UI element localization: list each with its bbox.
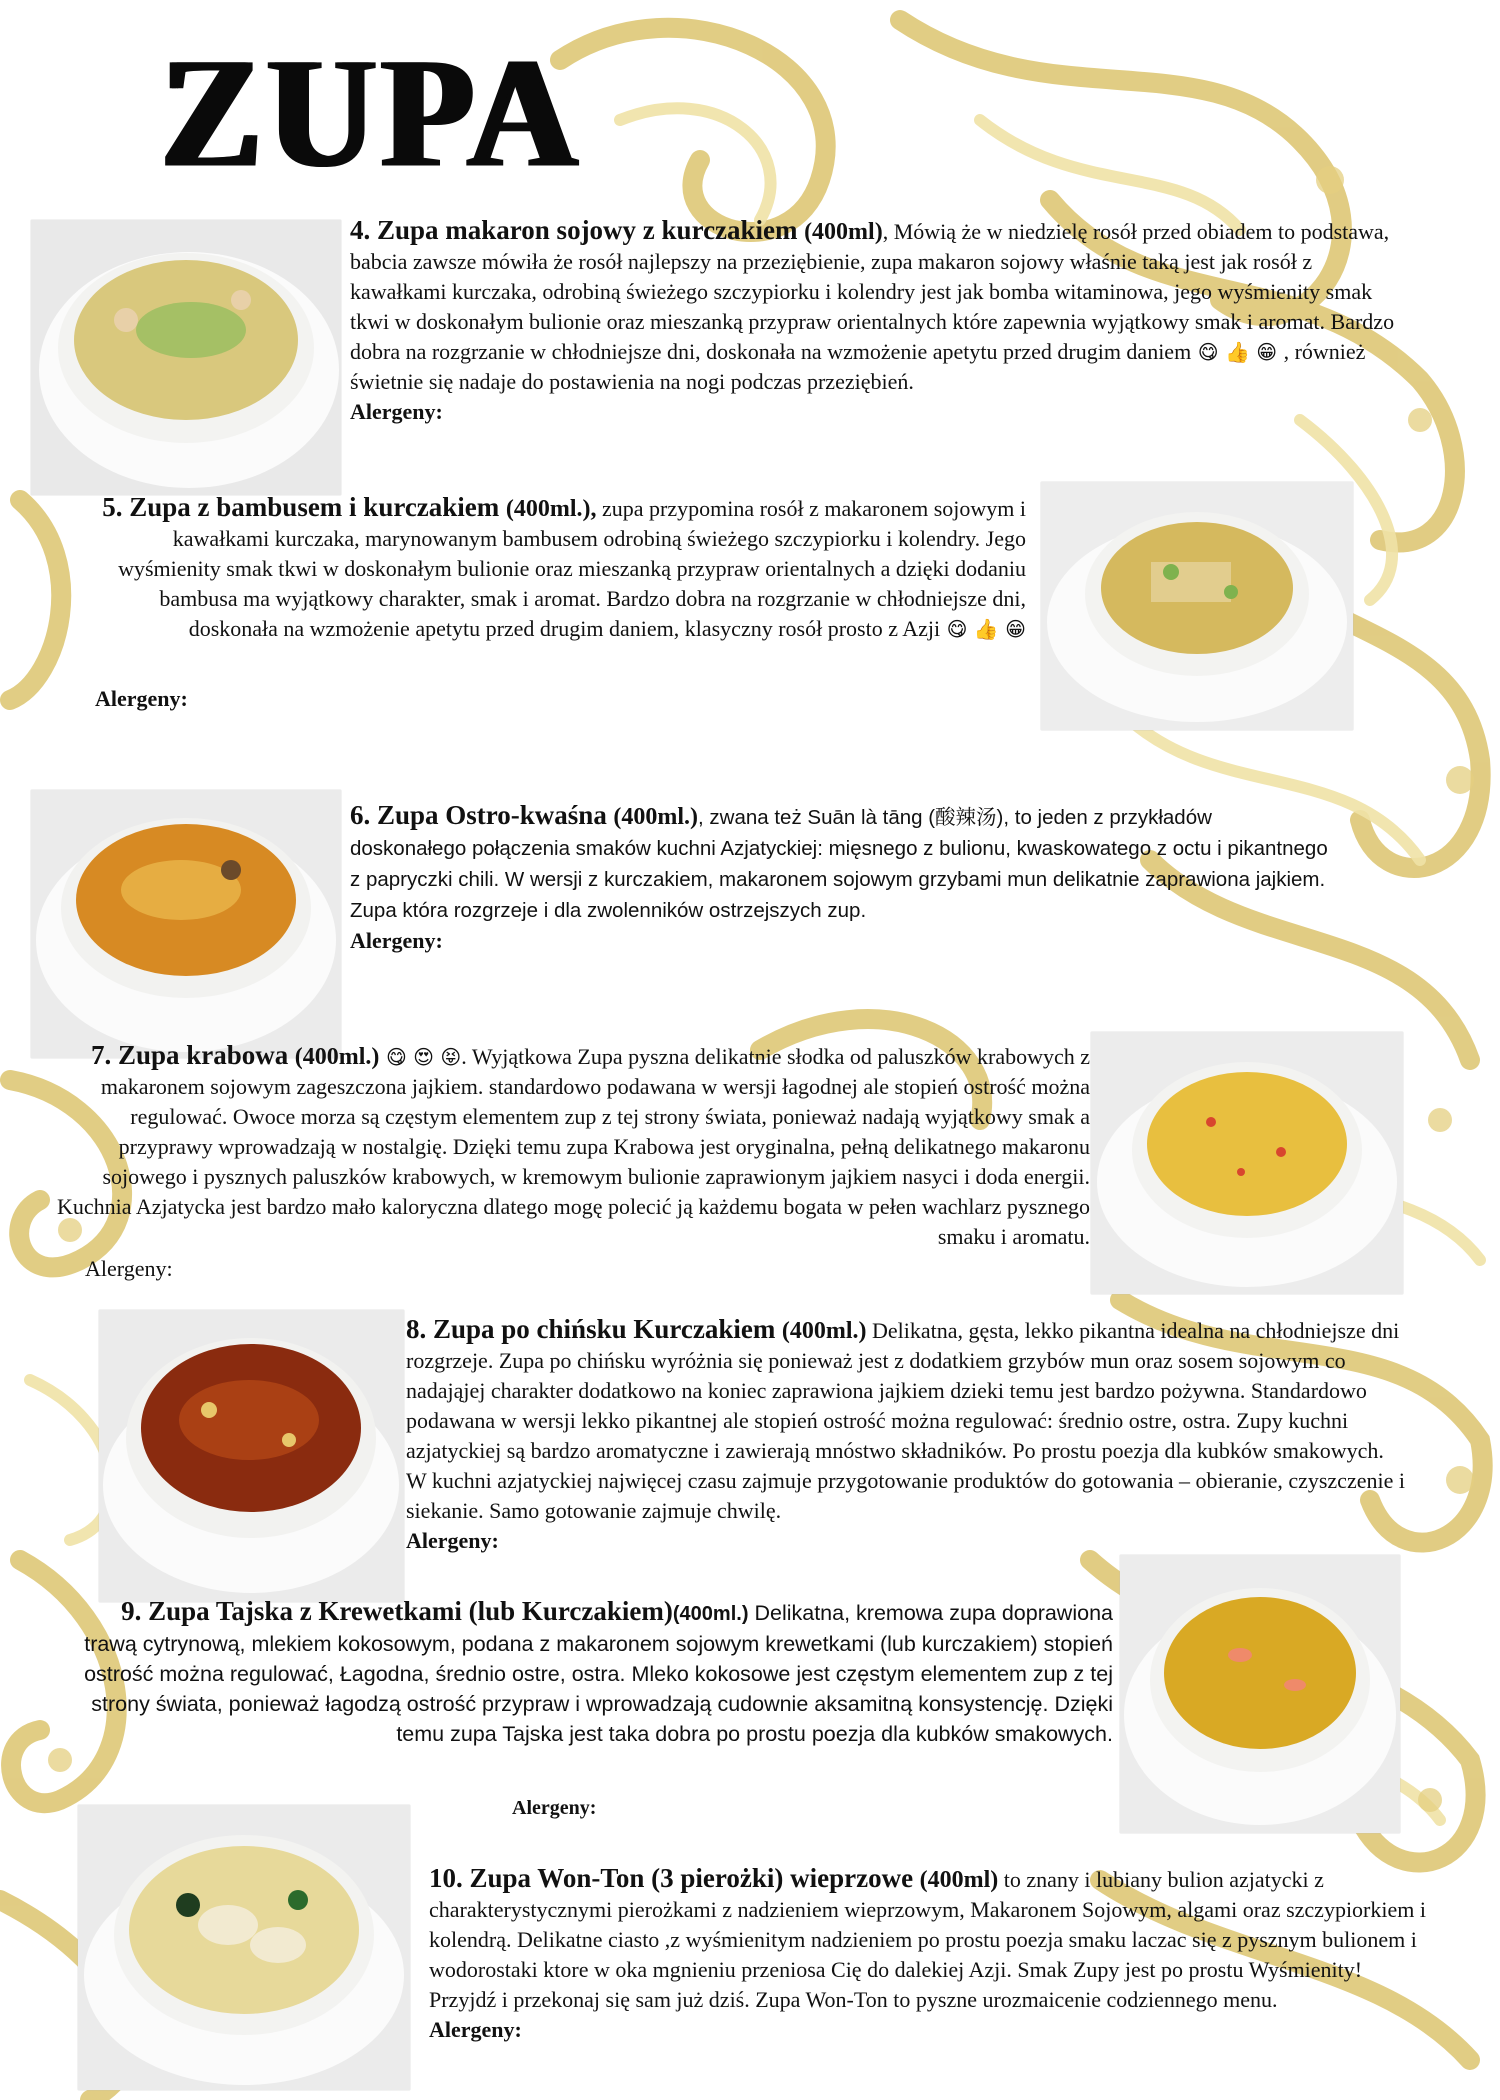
soup-9-name: 9. Zupa Tajska z Krewetkami (lub Kurczakiem) bbox=[121, 1596, 673, 1626]
soup-10-photo bbox=[78, 1805, 410, 2090]
soup-9-allergens: Alergeny: bbox=[512, 1797, 597, 1819]
soup-10-entry bbox=[429, 1863, 1429, 2045]
soup-8-photo bbox=[99, 1310, 404, 1602]
soup-8-allergens: Alergeny: bbox=[406, 1528, 499, 1553]
soup-4-separator: , bbox=[882, 219, 894, 244]
soup-4-entry bbox=[350, 215, 1400, 427]
soup-10-description: to znany i lubiany bulion azjatycki z charakterystycznymi pierożkami z nadzieniem wieprzowym, Makaronem Sojowym, algami oraz szczypiorkiem i kolendrą. Delikatne ciasto ,z wyśmienitym nadzieniem po prostu poezja smaku laczac się z pysznym bulionem i wodorostaki ktore w oka mgnieniu przeniosa Cię do dalekiej Azji. Smak Zupy jest po prostu Wyśmienity! Przyjdź i przekonaj się sam już dziś. Zupa Won-Ton to pyszne urozmaicenie codziennego menu. bbox=[429, 1867, 1426, 2012]
soup-9-quantity: (400ml.) bbox=[672, 1603, 749, 1625]
soup-7-description: . Wyjątkowa Zupa pyszna delikatnie słodka od paluszków krabowych z makaronem sojowym zageszczona jajkiem. standardowo podawana w wersji łagodnej ale stopień ostrość można regulować. Owoce morza są częstym elementem zup z tej strony świata, ponieważ nadają wyjątkowy smak a przyprawy wprowadzają w nostalgię. Dzięki temu zupa Krabowa jest oryginalna, pełną delikatnego makaronu sojowego i pysznych paluszków krabowych, w kremowym bulionie zaprawionym jajkiem nasyci i doda energii. Kuchnia Azjatycka jest bardzo mało kaloryczna dlatego mogę polecić ją każdemu bogata w pełen wachlarz pysznego smaku i aromatu. bbox=[57, 1044, 1090, 1249]
soup-5-allergens: Alergeny: bbox=[95, 686, 188, 711]
soup-4-allergens: Alergeny: bbox=[350, 399, 443, 424]
soup-7-name: 7. Zupa krabowa bbox=[90, 1040, 289, 1070]
soup-5-photo bbox=[1041, 482, 1353, 730]
soup-5-description: zupa przypomina rosół z makaronem sojowym i kawałkami kurczaka, marynowanym bambusem odrobiną świeżego szczypiorku i kolendry. Jego wyśmienity smak tkwi w doskonałym bulionie oraz mieszanką przypraw orientalnych a dzięki dodaniu bambusa ma wyjątkowy charakter, smak i aromat. Bardzo dobra na rozgrzanie w chłodniejsze dni, doskonała na wzmożenie apetytu przed drugim daniem, klasyczny rosół prosto z Azji bbox=[118, 496, 1026, 641]
page-title: ZUPA bbox=[160, 25, 582, 201]
soup-4-quantity: (400ml) bbox=[804, 219, 883, 245]
soup-4-photo bbox=[31, 220, 341, 495]
soup-5-name: 5. Zupa z bambusem i kurczakiem bbox=[102, 492, 500, 522]
soup-7-allergens: Alergeny: bbox=[85, 1256, 173, 1281]
soup-9-allergens-wrap bbox=[512, 1793, 596, 1823]
soup-4-description: Mówią że w niedzielę rosół przed obiadem to podstawa, babcia zawsze mówiła że rosół najlepszy na przeziębienie, zupa makaron sojowy właśnie taką jest jak rosół z kawałkami kurczaka, odrobiną świeżego szczypiorku i kolendry jest jak bomba witaminowa, jego wyśmienity smak tkwi w doskonałym bulionie oraz mieszanką przypraw orientalnych które zapewnia wyjątkowy smak i aromat. Bardzo dobra na rozgrzanie w chłodniejsze dni, doskonała na wzmożenie apetytu przed drugim daniem bbox=[350, 219, 1395, 364]
soup-5-emoji: 😋 👍 😁 bbox=[946, 617, 1026, 641]
soup-5-entry bbox=[90, 492, 1026, 644]
soup-5-quantity: (400ml.), bbox=[505, 496, 597, 522]
soup-7-quantity: (400ml.) bbox=[294, 1044, 380, 1070]
soup-10-quantity: (400ml) bbox=[919, 1867, 999, 1893]
soup-6-quantity: (400ml.) bbox=[613, 804, 699, 830]
soup-6-name: 6. Zupa Ostro-kwaśna bbox=[350, 800, 607, 830]
soup-6-entry bbox=[350, 800, 1330, 956]
soup-7-photo bbox=[1091, 1032, 1403, 1294]
soup-7-allergens-wrap bbox=[85, 1254, 173, 1284]
soup-9-entry bbox=[70, 1596, 1113, 1749]
soup-8-description: Delikatna, gęsta, lekko pikantna idealna na chłodniejsze dni rozgrzeje. Zupa po chińsku wyróżnia się ponieważ jest z dodatkiem grzybów mun oraz sosem sojowym co nadająjej charakter dodatkowo na koniec zaprawiona jajkiem dzieki temu jest bardzo pożywna. Standardowo podawana w wersji lekko pikantnej ale stopień ostrość można regulować: średnio ostre, ostra. Zupy kuchni azjatyckiej są bardzo aromatyczne i zawierają mnóstwo składników. Po prostu poezja dla kubków smakowych. W kuchni azjatyckiej najwięcej czasu zajmuje przygotowanie produktów do gotowania – obieranie, czyszczenie i siekanie. Samo gotowanie zajmuje chwilę. bbox=[406, 1318, 1405, 1523]
soup-4-description-tail: , również świetnie się nadaje do postawienia na nogi podczas przeziębień. bbox=[350, 339, 1366, 394]
soup-8-name: 8. Zupa po chińsku Kurczakiem bbox=[406, 1314, 776, 1344]
soup-7-entry bbox=[50, 1040, 1090, 1252]
soup-6-photo bbox=[31, 790, 341, 1058]
soup-8-entry bbox=[406, 1314, 1406, 1556]
soup-10-allergens: Alergeny: bbox=[429, 2017, 522, 2042]
soup-4-emoji: 😋 👍 😁 bbox=[1197, 340, 1278, 364]
soup-10-name: 10. Zupa Won-Ton (3 pierożki) wieprzowe bbox=[429, 1863, 914, 1893]
soup-8-quantity: (400ml.) bbox=[781, 1318, 867, 1344]
soup-6-allergens: Alergeny: bbox=[350, 928, 443, 953]
soup-7-emoji: 😋 😍 😝 bbox=[385, 1045, 462, 1069]
soup-9-photo bbox=[1120, 1555, 1400, 1833]
soup-9-description: Delikatna, kremowa zupa doprawiona trawą cytrynową, mlekiem kokosowym, podana z makaronem sojowym krewetkami (lub kurczakiem) stopień ostrość można regulować, Łagodna, średnio ostre, ostra. Mleko kokosowe jest częstym elementem zup z tej strony świata, ponieważ łagodzą ostrość przypraw i wprowadzają cudownie aksamitną konsystencję. Dzięki temu zupa Tajska jest taka dobra po prostu poezja dla kubków smakowych. bbox=[84, 1601, 1113, 1746]
soup-6-description: , zwana też Suān là tāng (酸辣汤), to jeden z przykładów doskonałego połączenia smaków kuchni Azjatyckiej: mięsnego z bulionu, kwaskowatego z octu i pikantnego z papryczki chili. W wersji z kurczakiem, makaronem sojowym grzybami mun delikatnie zaprawiona jajkiem. Zupa która rozgrzeje i dla zwolenników ostrzejszych zup. bbox=[350, 806, 1328, 922]
soup-5-allergens-wrap bbox=[95, 684, 188, 714]
soup-4-name: 4. Zupa makaron sojowy z kurczakiem bbox=[350, 215, 798, 245]
